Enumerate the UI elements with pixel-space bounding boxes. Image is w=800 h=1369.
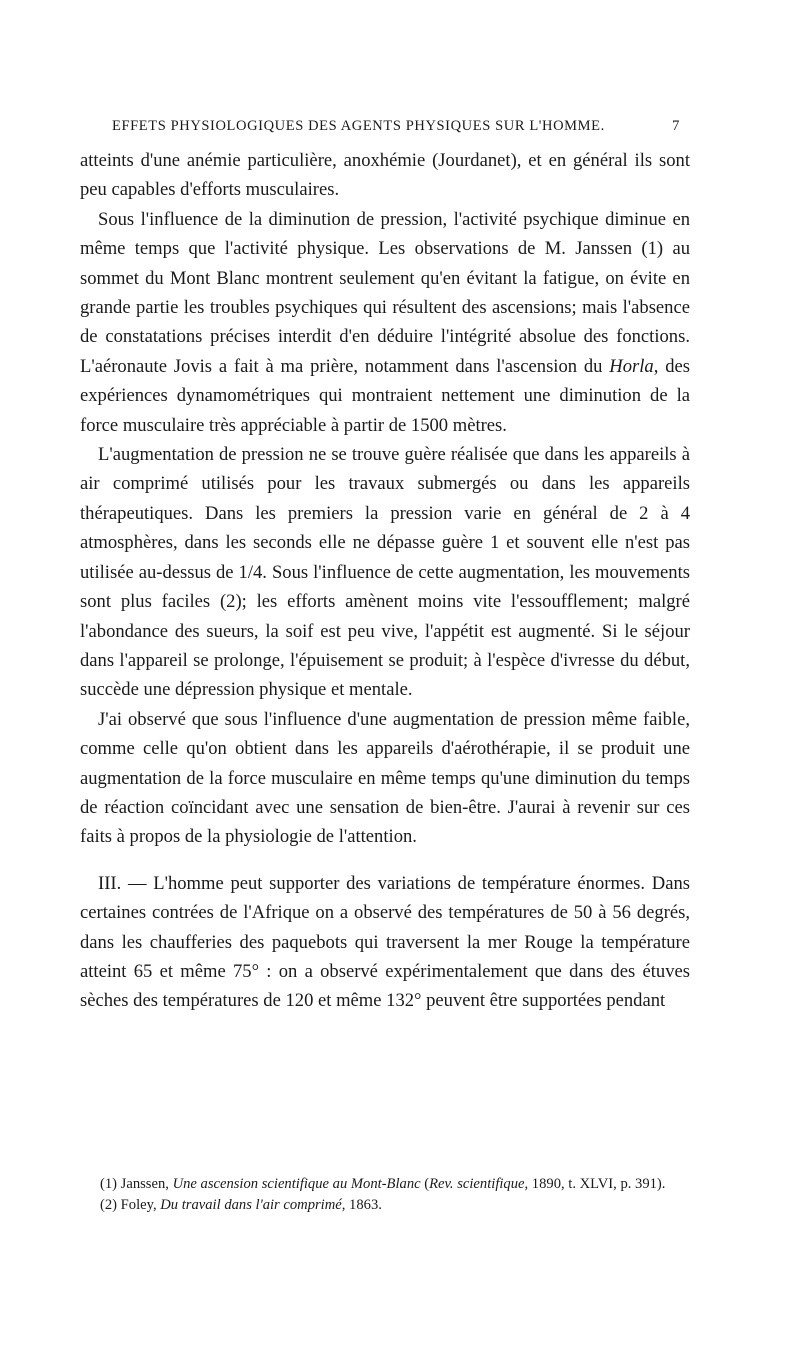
footnotes bbox=[80, 1174, 690, 1215]
footnote-2-ref: , 1863. bbox=[341, 1196, 382, 1213]
body-text bbox=[80, 146, 690, 1016]
paragraph-1: atteints d'une anémie particulière, anoxhémie (Jourdanet), et en général ils sont peu capables d'efforts musculaires. bbox=[80, 150, 690, 201]
paragraph-3: L'augmentation de pression ne se trouve guère réalisée que dans les appareils à air comprimé utilisés pour les travaux submergés ou dans les appareils thérapeutiques. Dans les premiers la pression varie en général de 2 à 4 atmosphères, dans les seconds elle ne dépasse guère 1 et souvent elle n'est pas utilisée au-dessus de 1/4. Sous l'influence de cette augmentation, les mouvements sont plus faciles (2); les efforts amènent moins vite l'essoufflement; malgré l'abondance des sueurs, la soif est peu vive, l'appétit est augmenté. Si le séjour dans l'appareil se prolonge, l'épuisement se produit; à l'espèce d'ivresse du début, succède une dépression physique et mentale. bbox=[80, 444, 690, 701]
paragraph-2-text-a: Sous l'influence de la diminution de pression, l'activité psychique diminue en même temps que l'activité physique. Les observations de M. Janssen (1) au sommet du Mont Blanc montrent seulement qu'en évitant la fatigue, on évite en grande partie les troubles psychiques qui résultent des ascensions; mais l'absence de constatations précises interdit d'en déduire l'intégrité absolue des fonctions. L'aéronaute Jovis a fait à ma prière, notamment dans l'ascension du bbox=[80, 208, 690, 377]
footnote-1-title: Une ascension scientifique au Mont-Blanc bbox=[172, 1176, 421, 1192]
footnote-1-journal: Rev. scientifique bbox=[429, 1176, 525, 1192]
page-number: 7 bbox=[672, 118, 680, 134]
running-head bbox=[112, 118, 680, 135]
footnote-2-author: (2) Foley, bbox=[100, 1196, 157, 1213]
paragraph-2-text-b: , des expériences dynamométriques qui montraient nettement une diminution de la force musculaire très appréciable à partir de 1500 mètres. bbox=[80, 355, 690, 436]
footnote-1-author: (1) Janssen, bbox=[100, 1176, 169, 1192]
footnote-1-open: ( bbox=[424, 1176, 430, 1192]
paragraph-4: J'ai observé que sous l'influence d'une augmentation de pression même faible, comme celle qu'on obtient dans les appareils d'aérothérapie, il se produit une augmentation de la force musculaire en même temps qu'une diminution du temps de réaction coïncidant avec une sensation de bien-être. J'aurai à revenir sur ces faits à propos de la physiologie de l'attention. bbox=[80, 708, 690, 848]
footnote-1 bbox=[80, 1174, 690, 1195]
footnote-2 bbox=[80, 1195, 690, 1216]
paragraph-5-section-III: III. — L'homme peut supporter des variations de température énormes. Dans certaines contrées de l'Afrique on a observé des températures de 50 à 56 degrés, dans les chaufferies des paquebots qui traversent la mer Rouge la température atteint 65 et même 75° : on a observé expérimentalement que dans des étuves sèches des températures de 120 et même 132° peuvent être supportées pendant bbox=[80, 872, 690, 1012]
balloon-name: Horla bbox=[609, 355, 654, 377]
paragraph-2 bbox=[80, 205, 690, 440]
footnote-2-title: Du travail dans l'air comprimé bbox=[160, 1196, 342, 1213]
running-title: EFFETS PHYSIOLOGIQUES DES AGENTS PHYSIQUES SUR L'HOMME. bbox=[112, 118, 605, 134]
footnote-1-ref: , 1890, t. XLVI, p. 391). bbox=[524, 1176, 666, 1192]
